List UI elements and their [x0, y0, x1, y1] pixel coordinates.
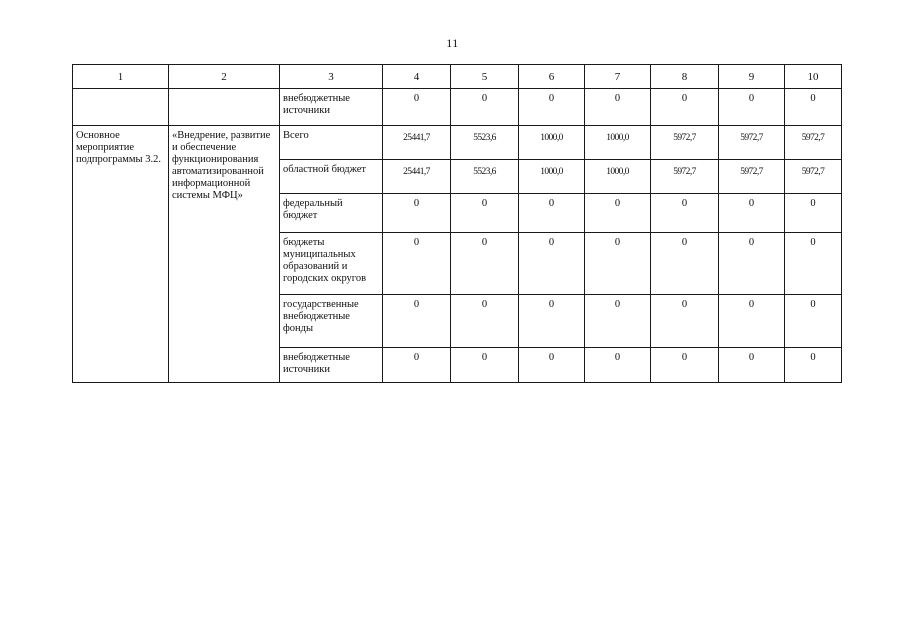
column-header: 10 [785, 65, 842, 89]
value-cell: 0 [785, 233, 842, 295]
funding-source: внебюджетные источники [280, 348, 383, 383]
value-cell: 5972,7 [719, 126, 785, 160]
value-cell: 0 [585, 348, 651, 383]
value-cell: 0 [451, 295, 519, 348]
measure-cell: Основное мероприятие подпрограммы 3.2. [73, 126, 169, 383]
table-row [73, 89, 842, 126]
page-number: 11 [446, 36, 459, 50]
value-cell: 0 [519, 233, 585, 295]
value-cell: 0 [451, 194, 519, 233]
value-cell: 5972,7 [785, 126, 842, 160]
column-header: 6 [519, 65, 585, 89]
value-cell: 0 [651, 89, 719, 126]
value-cell: 0 [519, 194, 585, 233]
value-cell: 5972,7 [719, 160, 785, 194]
value-cell: 25441,7 [383, 160, 451, 194]
value-cell: 0 [451, 233, 519, 295]
value-cell: 0 [719, 295, 785, 348]
value-cell: 0 [585, 295, 651, 348]
value-cell: 0 [785, 295, 842, 348]
value-cell: 5972,7 [785, 160, 842, 194]
empty-cell [169, 89, 280, 126]
value-cell: 0 [651, 233, 719, 295]
value-cell: 5523,6 [451, 126, 519, 160]
value-cell: 0 [651, 295, 719, 348]
column-header: 8 [651, 65, 719, 89]
value-cell: 0 [451, 89, 519, 126]
column-header: 4 [383, 65, 451, 89]
column-header: 3 [280, 65, 383, 89]
value-cell: 0 [585, 233, 651, 295]
budget-table [72, 64, 842, 383]
funding-source: бюджеты муниципальных образований и городских округов [280, 233, 383, 295]
value-cell: 5972,7 [651, 126, 719, 160]
value-cell: 0 [785, 348, 842, 383]
table-header-row [73, 65, 842, 89]
value-cell: 1000,0 [585, 126, 651, 160]
value-cell: 0 [719, 89, 785, 126]
value-cell: 0 [719, 348, 785, 383]
value-cell: 0 [383, 295, 451, 348]
value-cell: 1000,0 [519, 160, 585, 194]
value-cell: 0 [719, 233, 785, 295]
value-cell: 0 [383, 348, 451, 383]
value-cell: 0 [719, 194, 785, 233]
funding-source: внебюджетные источники [280, 89, 383, 126]
value-cell: 0 [519, 295, 585, 348]
funding-source: Всего [280, 126, 383, 160]
value-cell: 25441,7 [383, 126, 451, 160]
funding-source: федеральный бюджет [280, 194, 383, 233]
value-cell: 5972,7 [651, 160, 719, 194]
table-row [73, 126, 842, 160]
value-cell: 0 [519, 348, 585, 383]
value-cell: 0 [383, 233, 451, 295]
column-header: 1 [73, 65, 169, 89]
value-cell: 5523,6 [451, 160, 519, 194]
column-header: 5 [451, 65, 519, 89]
measure-name-cell: «Внедрение, развитие и обеспечение функционирования автоматизированной информационной системы МФЦ» [169, 126, 280, 383]
value-cell: 0 [383, 194, 451, 233]
value-cell: 0 [585, 194, 651, 233]
value-cell: 0 [651, 348, 719, 383]
value-cell: 1000,0 [585, 160, 651, 194]
funding-source: государственные внебюджетные фонды [280, 295, 383, 348]
value-cell: 0 [383, 89, 451, 126]
value-cell: 0 [451, 348, 519, 383]
column-header: 7 [585, 65, 651, 89]
column-header: 2 [169, 65, 280, 89]
column-header: 9 [719, 65, 785, 89]
value-cell: 0 [585, 89, 651, 126]
value-cell: 0 [785, 89, 842, 126]
funding-source: областной бюджет [280, 160, 383, 194]
value-cell: 0 [785, 194, 842, 233]
empty-cell [73, 89, 169, 126]
value-cell: 0 [519, 89, 585, 126]
value-cell: 0 [651, 194, 719, 233]
value-cell: 1000,0 [519, 126, 585, 160]
